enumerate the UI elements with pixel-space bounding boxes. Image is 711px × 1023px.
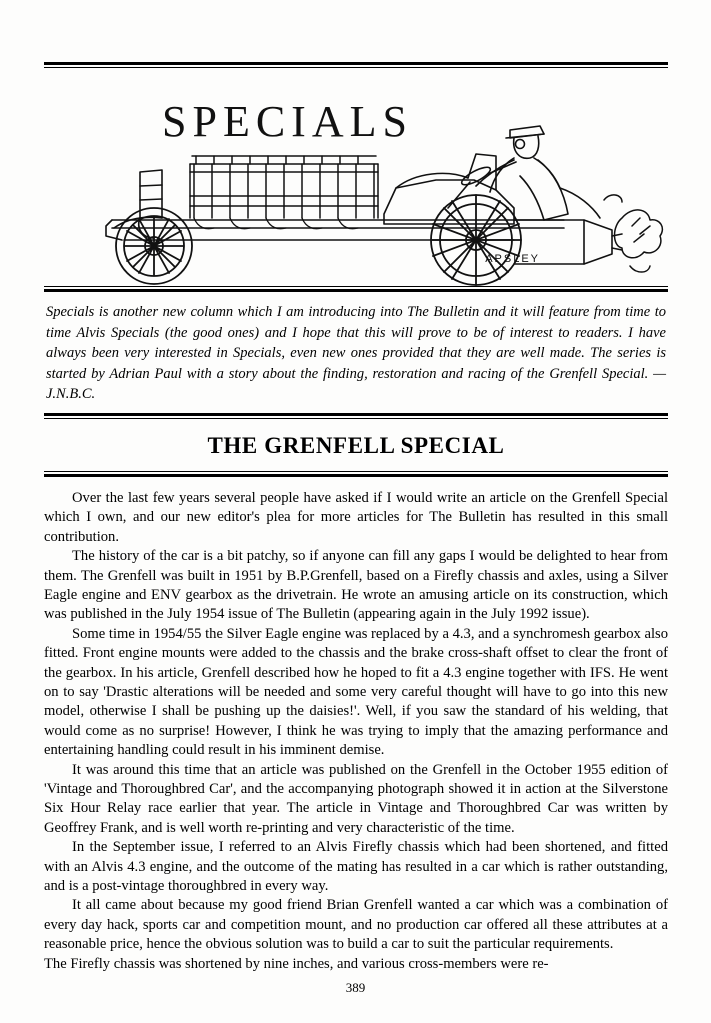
body-paragraph: Over the last few years several people have asked if I would write an article on the Grenfell Special which I own, and our new editor's plea for more articles for The Bulletin has resulted in this small contribution. xyxy=(44,489,668,545)
masthead-headline: SPECIALS xyxy=(162,97,413,146)
body-paragraph: In the September issue, I referred to an Alvis Firefly chassis which had been shortened, and fitted with an Alvis 4.3 engine, and the outcome of the mating has resulted in a car which is rather outstanding, and is a post-vintage thoroughbred in every way. xyxy=(44,839,668,895)
column-introduction: Specials is another new column which I am introducing into The Bulletin and it will feature from time to time Alvis Specials (the good ones) and I hope that this will prove to be of interest to readers. I have always been very interested in Specials, even new ones provided that they are well made. The series is started by Adrian Paul with a story about the finding, restoration and racing of the Grenfell Special. — J.N.B.C. xyxy=(46,304,666,403)
page-title: THE GRENFELL SPECIAL xyxy=(207,432,505,458)
article-body xyxy=(44,477,668,974)
masthead-illustration xyxy=(44,68,668,286)
artist-signature: APSLEY xyxy=(485,253,540,265)
page-number: 389 xyxy=(345,980,366,995)
body-paragraph: It was around this time that an article was published on the Grenfell in the October 1955 edition of 'Vintage and Thoroughbred Car', and the accompanying photograph showed it in action at the Silverstone Six Hour Relay race earlier that year. The article in Vintage and Thoroughbred Car was written by Geoffrey Frank, and is well worth re-printing and very characteristic of the time. xyxy=(44,761,668,836)
body-paragraph: Some time in 1954/55 the Silver Eagle engine was replaced by a 4.3, and a synchromesh gearbox also fitted. Front engine mounts were added to the chassis and the brake cross-shaft offset to clear the front of the gearbox. In his article, Grenfell described how he hoped to fit a 4.3 engine together with IFS. He went on to say 'Drastic alterations will be needed and some very careful thought will have to go into this new model, otherwise I shall be pushing up the daisies!'. Well, if you saw the standard of his welding, that would come as no surprise! However, I think he was trying to imply that the amazing performance and entertaining handling could result in his imminent demise. xyxy=(44,625,668,759)
page-content xyxy=(44,62,668,974)
body-paragraph: The Firefly chassis was shortened by nine inches, and various cross-members were re- xyxy=(44,955,549,972)
title-block xyxy=(44,419,668,471)
body-paragraph: The history of the car is a bit patchy, so if anyone can fill any gaps I would be delighted to hear from them. The Grenfell was built in 1951 by B.P.Grenfell, based on a Firefly chassis and axles, using a Silver Eagle engine and ENV gearbox as the drivetrain. He wrote an amusing article on its construction, which was published in the July 1954 issue of The Bulletin (appearing again in the July 1992 issue). xyxy=(44,548,668,623)
body-paragraph: It all came about because my good friend Brian Grenfell wanted a car which was a combination of every day hack, sports car and competition mount, and no production car offered all these attributes at a reasonable price, hence the obvious solution was to build a car to suit the particular requirements. xyxy=(44,897,668,953)
